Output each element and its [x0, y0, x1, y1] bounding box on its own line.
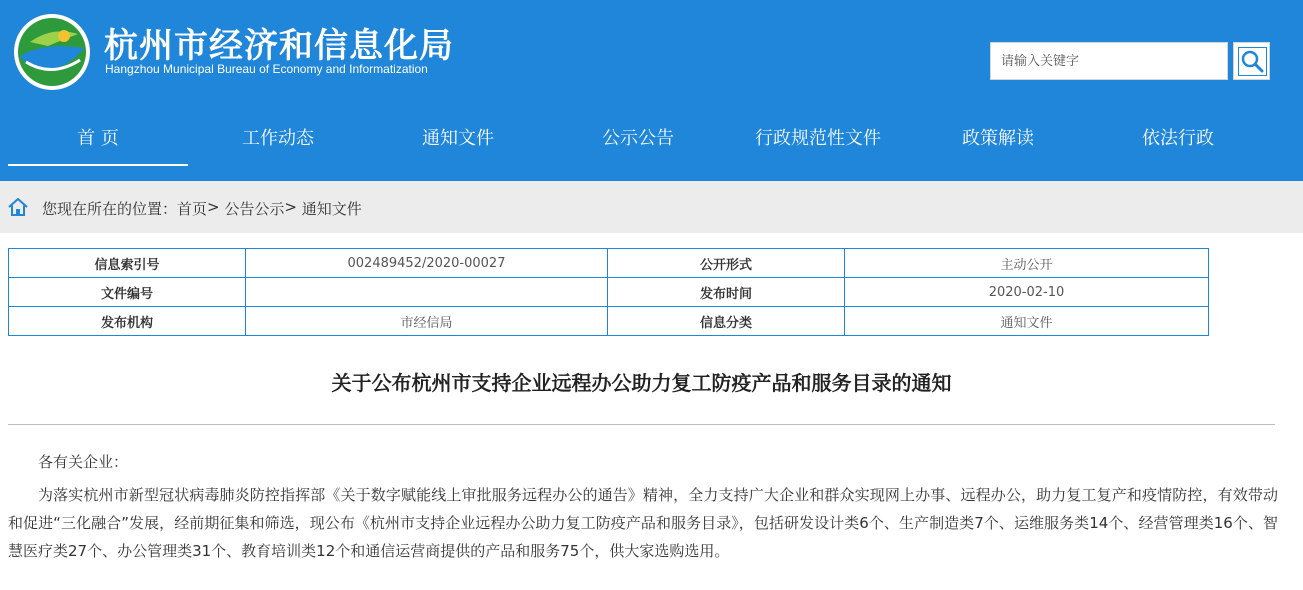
index-label: 信息索引号 — [9, 249, 246, 278]
form-value: 主动公开 — [845, 249, 1209, 278]
breadcrumb-item-home[interactable]: 首页 — [177, 200, 208, 218]
table-row — [9, 278, 1209, 307]
nav-item-home[interactable]: 首 页 — [8, 112, 188, 166]
nav-item-work-news[interactable]: 工作动态 — [242, 128, 314, 149]
nav-item-policy-interpretation[interactable]: 政策解读 — [962, 128, 1034, 149]
search-button[interactable] — [1233, 42, 1270, 80]
article-greeting: 各有关企业： — [38, 453, 129, 471]
form-label: 公开形式 — [608, 249, 845, 278]
site-header — [0, 0, 1303, 181]
date-label: 发布时间 — [608, 278, 845, 307]
nav-item-normative-docs[interactable]: 行政规范性文件 — [755, 128, 881, 149]
search-icon — [1238, 47, 1267, 76]
breadcrumb-prefix: 您现在所在的位置： — [42, 200, 178, 218]
breadcrumb — [42, 198, 362, 219]
breadcrumb-item-notices[interactable]: 通知文件 — [301, 200, 362, 218]
org-label: 发布机构 — [9, 307, 246, 336]
article-title: 关于公布杭州市支持企业远程办公助力复工防疫产品和服务目录的通知 — [331, 371, 952, 395]
breadcrumb-bar — [0, 181, 1303, 233]
docno-label: 文件编号 — [9, 278, 246, 307]
nav-item-law-administration[interactable]: 依法行政 — [1142, 128, 1214, 149]
breadcrumb-separator: > — [284, 198, 297, 216]
main-nav — [8, 112, 1268, 166]
date-value: 2020-02-10 — [845, 278, 1209, 307]
table-row — [9, 249, 1209, 278]
site-title: 杭州市经济和信息化局 — [104, 26, 454, 66]
org-value: 市经信局 — [246, 307, 608, 336]
index-value: 002489452/2020-00027 — [246, 249, 608, 278]
title-divider — [8, 424, 1275, 425]
breadcrumb-item-announcements[interactable]: 公告公示 — [224, 200, 285, 218]
city-emblem-icon[interactable] — [12, 12, 92, 92]
article-paragraph: 为落实杭州市新型冠状病毒肺炎防控指挥部《关于数字赋能线上审批服务远程办公的通告》精神，全力支持广大企业和群众实现网上办事、远程办公，助力复工复产和疫情防控，有效带动和促进“三化融合”发展，经前期征集和筛选，现公布《杭州市支持企业远程办公助力复工防疫产品和服务目录》，包括研发设计类6个、生产制造类7个、运维服务类14个、经营管理类16个、智慧医疗类27个、办公管理类31个、教育培训类12个和通信运营商提供的产品和服务75个，供大家选购选用。 — [8, 486, 1278, 560]
document-info-table — [8, 248, 1209, 336]
nav-item-announcements[interactable]: 公示公告 — [602, 128, 674, 149]
nav-item-notices[interactable]: 通知文件 — [422, 128, 494, 149]
category-value: 通知文件 — [845, 307, 1209, 336]
table-row — [9, 307, 1209, 336]
breadcrumb-separator: > — [207, 198, 220, 216]
home-icon — [8, 198, 28, 216]
docno-value — [246, 278, 608, 307]
category-label: 信息分类 — [608, 307, 845, 336]
search-input[interactable] — [990, 42, 1228, 80]
site-subtitle: Hangzhou Municipal Bureau of Economy and Informatization — [105, 62, 428, 76]
